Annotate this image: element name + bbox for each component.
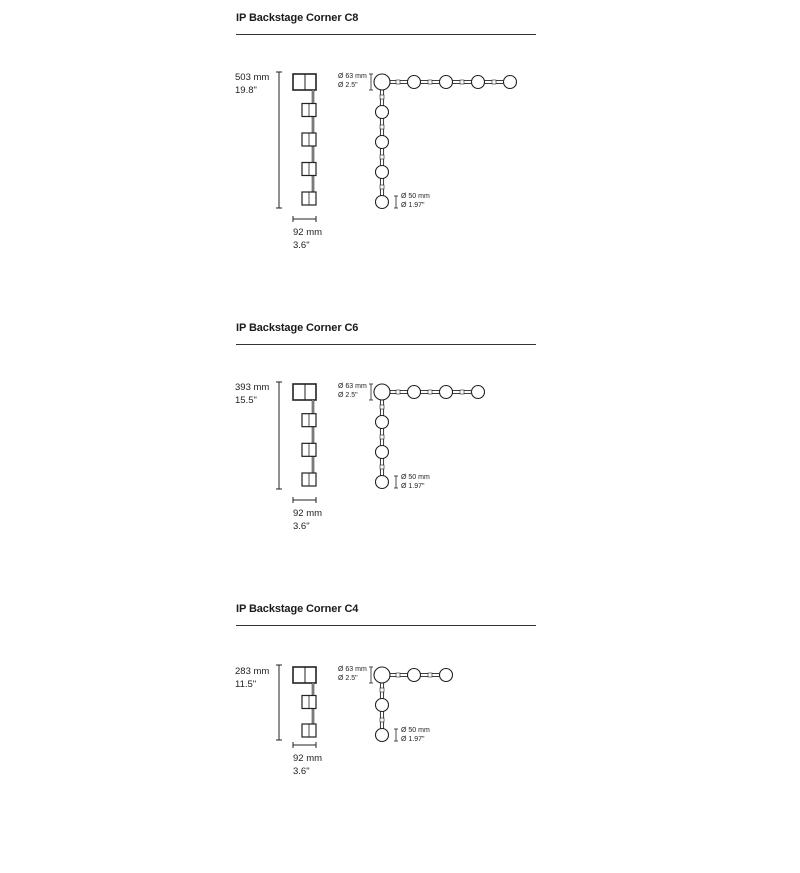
small-globe bbox=[376, 136, 389, 149]
large-globe bbox=[374, 384, 390, 400]
large-diameter-in-label: Ø 2.5" bbox=[338, 392, 358, 399]
arm-connector bbox=[380, 155, 384, 159]
small-diameter-mm-label: Ø 50 mm bbox=[401, 193, 430, 200]
small-diameter-in-label: Ø 1.97" bbox=[401, 736, 425, 743]
arm-connector bbox=[380, 718, 384, 722]
width-in-label: 3.6" bbox=[293, 240, 310, 251]
arm-connector bbox=[396, 80, 400, 84]
product-drawing bbox=[0, 12, 800, 282]
small-globe bbox=[376, 446, 389, 459]
small-globe bbox=[504, 76, 517, 89]
small-globe bbox=[408, 669, 421, 682]
product-drawing bbox=[0, 322, 800, 592]
arm-connector bbox=[380, 405, 384, 409]
small-globe bbox=[376, 416, 389, 429]
small-globe bbox=[408, 386, 421, 399]
small-globe bbox=[440, 386, 453, 399]
large-globe bbox=[374, 74, 390, 90]
arm-connector bbox=[396, 390, 400, 394]
product-c8 bbox=[0, 12, 800, 282]
small-globe bbox=[472, 386, 485, 399]
product-title: IP Backstage Corner C6 bbox=[236, 322, 359, 334]
width-in-label: 3.6" bbox=[293, 521, 310, 532]
small-globe bbox=[376, 729, 389, 742]
arm-connector bbox=[428, 390, 432, 394]
small-globe bbox=[376, 476, 389, 489]
height-in-label: 19.8" bbox=[235, 85, 257, 96]
arm-connector bbox=[380, 125, 384, 129]
arm-connector bbox=[428, 673, 432, 677]
width-mm-label: 92 mm bbox=[293, 753, 323, 764]
product-c6 bbox=[0, 322, 800, 592]
small-globe bbox=[440, 76, 453, 89]
product-title: IP Backstage Corner C8 bbox=[236, 12, 359, 24]
arm-connector bbox=[380, 95, 384, 99]
arm-connector bbox=[380, 435, 384, 439]
small-diameter-mm-label: Ø 50 mm bbox=[401, 727, 430, 734]
large-diameter-in-label: Ø 2.5" bbox=[338, 82, 358, 89]
large-globe bbox=[374, 667, 390, 683]
height-mm-label: 283 mm bbox=[235, 666, 270, 677]
arm-connector bbox=[380, 185, 384, 189]
small-globe bbox=[408, 76, 421, 89]
large-diameter-mm-label: Ø 63 mm bbox=[338, 666, 367, 673]
height-in-label: 11.5" bbox=[235, 679, 257, 690]
small-globe bbox=[472, 76, 485, 89]
arm-connector bbox=[460, 80, 464, 84]
small-globe bbox=[376, 106, 389, 119]
arm-connector bbox=[428, 80, 432, 84]
width-mm-label: 92 mm bbox=[293, 227, 323, 238]
arm-connector bbox=[380, 465, 384, 469]
height-in-label: 15.5" bbox=[235, 395, 257, 406]
width-in-label: 3.6" bbox=[293, 766, 310, 777]
width-mm-label: 92 mm bbox=[293, 508, 323, 519]
product-drawing bbox=[0, 603, 800, 873]
arm-connector bbox=[460, 390, 464, 394]
small-globe bbox=[376, 196, 389, 209]
small-globe bbox=[440, 669, 453, 682]
product-title: IP Backstage Corner C4 bbox=[236, 603, 359, 615]
large-diameter-mm-label: Ø 63 mm bbox=[338, 383, 367, 390]
height-mm-label: 503 mm bbox=[235, 72, 270, 83]
product-c4 bbox=[0, 603, 800, 873]
small-diameter-in-label: Ø 1.97" bbox=[401, 202, 425, 209]
large-diameter-in-label: Ø 2.5" bbox=[338, 675, 358, 682]
arm-connector bbox=[380, 688, 384, 692]
small-diameter-in-label: Ø 1.97" bbox=[401, 483, 425, 490]
arm-connector bbox=[396, 673, 400, 677]
arm-connector bbox=[492, 80, 496, 84]
small-globe bbox=[376, 166, 389, 179]
height-mm-label: 393 mm bbox=[235, 382, 270, 393]
large-diameter-mm-label: Ø 63 mm bbox=[338, 73, 367, 80]
small-diameter-mm-label: Ø 50 mm bbox=[401, 474, 430, 481]
small-globe bbox=[376, 699, 389, 712]
